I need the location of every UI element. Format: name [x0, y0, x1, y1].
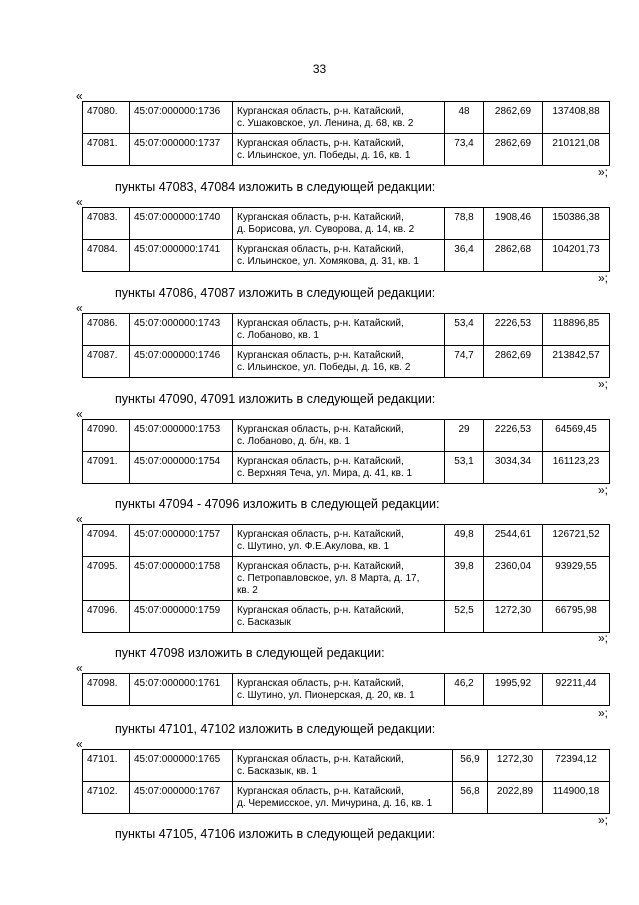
price-value: 1995,92 [484, 674, 543, 706]
address-line: с. Ильинское, ул. Победы, д. 16, кв. 1 [237, 150, 411, 161]
area-value: 48 [445, 102, 484, 134]
address-line: с. Шутино, ул. Пионерская, д. 20, кв. 1 [237, 690, 415, 701]
row-number: 47080. [83, 102, 130, 134]
cadastral-number: 45:07:000000:1759 [130, 601, 233, 633]
total-value: 118896,85 [543, 314, 610, 346]
price-value: 2862,69 [484, 346, 543, 378]
total-value: 72394,12 [543, 750, 610, 782]
cadastral-number: 45:07:000000:1737 [130, 134, 233, 166]
address-line: Курганская область, р-н. Катайский, [237, 786, 404, 797]
address-cell [233, 782, 453, 814]
instruction-text: пункты 47094 - 47096 изложить в следующей редакции: [115, 497, 440, 511]
property-table [82, 101, 610, 166]
row-number: 47101. [83, 750, 130, 782]
total-value: 137408,88 [543, 102, 610, 134]
open-quote: « [76, 195, 83, 209]
address-cell [233, 601, 445, 633]
total-value: 150386,38 [543, 208, 610, 240]
row-number: 47095. [83, 557, 130, 601]
cadastral-number: 45:07:000000:1758 [130, 557, 233, 601]
close-quote: »; [598, 165, 609, 179]
cadastral-number: 45:07:000000:1740 [130, 208, 233, 240]
open-quote: « [76, 407, 83, 421]
property-table [82, 749, 610, 814]
address-line: с. Ильинское, ул. Хомякова, д. 31, кв. 1 [237, 256, 419, 267]
table-row [83, 134, 610, 166]
price-value: 2862,69 [484, 134, 543, 166]
address-line: д. Борисова, ул. Суворова, д. 14, кв. 2 [237, 224, 415, 235]
row-number: 47098. [83, 674, 130, 706]
close-quote: »; [598, 483, 609, 497]
instruction-text: пункты 47105, 47106 изложить в следующей редакции: [115, 827, 436, 841]
address-line: Курганская область, р-н. Катайский, [237, 605, 404, 616]
price-value: 2360,04 [484, 557, 543, 601]
area-value: 73,4 [445, 134, 484, 166]
property-table [82, 207, 610, 272]
address-cell [233, 208, 445, 240]
instruction-text: пункты 47083, 47084 изложить в следующей редакции: [115, 180, 436, 194]
property-table [82, 419, 610, 484]
address-line: с. Ушаковское, ул. Ленина, д. 68, кв. 2 [237, 118, 414, 129]
row-number: 47086. [83, 314, 130, 346]
row-number: 47102. [83, 782, 130, 814]
close-quote: »; [598, 377, 609, 391]
address-line: Курганская область, р-н. Катайский, [237, 138, 404, 149]
price-value: 2544,61 [484, 525, 543, 557]
total-value: 92211,44 [543, 674, 610, 706]
total-value: 104201,73 [543, 240, 610, 272]
cadastral-number: 45:07:000000:1743 [130, 314, 233, 346]
property-table [82, 313, 610, 378]
open-quote: « [76, 89, 83, 103]
address-cell [233, 452, 445, 484]
address-line: с. Шутино, ул. Ф.Е.Акулова, кв. 1 [237, 541, 390, 552]
price-value: 2226,53 [484, 420, 543, 452]
address-line: с. Верхняя Теча, ул. Мира, д. 41, кв. 1 [237, 468, 413, 479]
address-line: кв. 2 [237, 585, 258, 596]
area-value: 29 [445, 420, 484, 452]
row-number: 47081. [83, 134, 130, 166]
cadastral-number: 45:07:000000:1736 [130, 102, 233, 134]
cadastral-number: 45:07:000000:1754 [130, 452, 233, 484]
table-row [83, 452, 610, 484]
open-quote: « [76, 512, 83, 526]
open-quote: « [76, 661, 83, 675]
address-line: с. Лобаново, кв. 1 [237, 330, 319, 341]
address-cell [233, 674, 445, 706]
address-line: с. Басказык, кв. 1 [237, 766, 318, 777]
price-value: 2226,53 [484, 314, 543, 346]
address-line: Курганская область, р-н. Катайский, [237, 318, 404, 329]
total-value: 114900,18 [543, 782, 610, 814]
table-row [83, 601, 610, 633]
address-line: с. Басказык [237, 617, 291, 628]
row-number: 47096. [83, 601, 130, 633]
address-cell [233, 314, 445, 346]
instruction-text: пункт 47098 изложить в следующей редакции: [115, 646, 385, 660]
page-number: 33 [312, 62, 327, 76]
table-row [83, 674, 610, 706]
area-value: 39,8 [445, 557, 484, 601]
area-value: 53,4 [445, 314, 484, 346]
address-cell [233, 750, 453, 782]
address-line: с. Лобаново, д. б/н, кв. 1 [237, 436, 350, 447]
table-row [83, 208, 610, 240]
price-value: 1272,30 [484, 601, 543, 633]
area-value: 56,8 [453, 782, 488, 814]
address-cell [233, 525, 445, 557]
address-cell [233, 557, 445, 601]
address-cell [233, 420, 445, 452]
total-value: 66795,98 [543, 601, 610, 633]
instruction-text: пункты 47101, 47102 изложить в следующей редакции: [115, 722, 436, 736]
total-value: 126721,52 [543, 525, 610, 557]
area-value: 36,4 [445, 240, 484, 272]
address-line: Курганская область, р-н. Катайский, [237, 212, 404, 223]
area-value: 46,2 [445, 674, 484, 706]
price-value: 3034,34 [484, 452, 543, 484]
total-value: 161123,23 [543, 452, 610, 484]
table-row [83, 420, 610, 452]
area-value: 74,7 [445, 346, 484, 378]
area-value: 78,8 [445, 208, 484, 240]
row-number: 47090. [83, 420, 130, 452]
row-number: 47083. [83, 208, 130, 240]
total-value: 64569,45 [543, 420, 610, 452]
row-number: 47094. [83, 525, 130, 557]
area-value: 53,1 [445, 452, 484, 484]
close-quote: »; [598, 706, 609, 720]
price-value: 1908,46 [484, 208, 543, 240]
table-row [83, 525, 610, 557]
area-value: 52,5 [445, 601, 484, 633]
close-quote: »; [598, 813, 609, 827]
row-number: 47084. [83, 240, 130, 272]
row-number: 47087. [83, 346, 130, 378]
address-line: Курганская область, р-н. Катайский, [237, 244, 404, 255]
address-line: Курганская область, р-н. Катайский, [237, 678, 404, 689]
open-quote: « [76, 301, 83, 315]
address-cell [233, 240, 445, 272]
close-quote: »; [598, 631, 609, 645]
cadastral-number: 45:07:000000:1741 [130, 240, 233, 272]
address-line: с. Петропавловское, ул. 8 Марта, д. 17, [237, 573, 420, 584]
address-cell [233, 346, 445, 378]
instruction-text: пункты 47086, 47087 изложить в следующей редакции: [115, 286, 436, 300]
table-row [83, 314, 610, 346]
table-row [83, 346, 610, 378]
cadastral-number: 45:07:000000:1765 [130, 750, 233, 782]
total-value: 93929,55 [543, 557, 610, 601]
address-line: д. Черемисское, ул. Мичурина, д. 16, кв. 1 [237, 798, 433, 809]
address-line: Курганская область, р-н. Катайский, [237, 350, 404, 361]
cadastral-number: 45:07:000000:1767 [130, 782, 233, 814]
address-line: Курганская область, р-н. Катайский, [237, 754, 404, 765]
address-line: Курганская область, р-н. Катайский, [237, 529, 404, 540]
property-table [82, 524, 610, 633]
property-table [82, 673, 610, 706]
price-value: 2022,89 [488, 782, 543, 814]
total-value: 213842,57 [543, 346, 610, 378]
address-cell [233, 102, 445, 134]
address-line: Курганская область, р-н. Катайский, [237, 424, 404, 435]
address-line: Курганская область, р-н. Катайский, [237, 561, 404, 572]
address-line: Курганская область, р-н. Катайский, [237, 456, 404, 467]
address-line: с. Ильинское, ул. Победы, д. 16, кв. 2 [237, 362, 411, 373]
address-line: Курганская область, р-н. Катайский, [237, 106, 404, 117]
cadastral-number: 45:07:000000:1753 [130, 420, 233, 452]
instruction-text: пункты 47090, 47091 изложить в следующей редакции: [115, 392, 436, 406]
close-quote: »; [598, 271, 609, 285]
table-row [83, 240, 610, 272]
price-value: 2862,68 [484, 240, 543, 272]
table-row [83, 557, 610, 601]
area-value: 56,9 [453, 750, 488, 782]
price-value: 2862,69 [484, 102, 543, 134]
table-row [83, 750, 610, 782]
area-value: 49,8 [445, 525, 484, 557]
cadastral-number: 45:07:000000:1746 [130, 346, 233, 378]
total-value: 210121,08 [543, 134, 610, 166]
table-row [83, 102, 610, 134]
cadastral-number: 45:07:000000:1757 [130, 525, 233, 557]
cadastral-number: 45:07:000000:1761 [130, 674, 233, 706]
table-row [83, 782, 610, 814]
open-quote: « [76, 737, 83, 751]
price-value: 1272,30 [488, 750, 543, 782]
address-cell [233, 134, 445, 166]
row-number: 47091. [83, 452, 130, 484]
